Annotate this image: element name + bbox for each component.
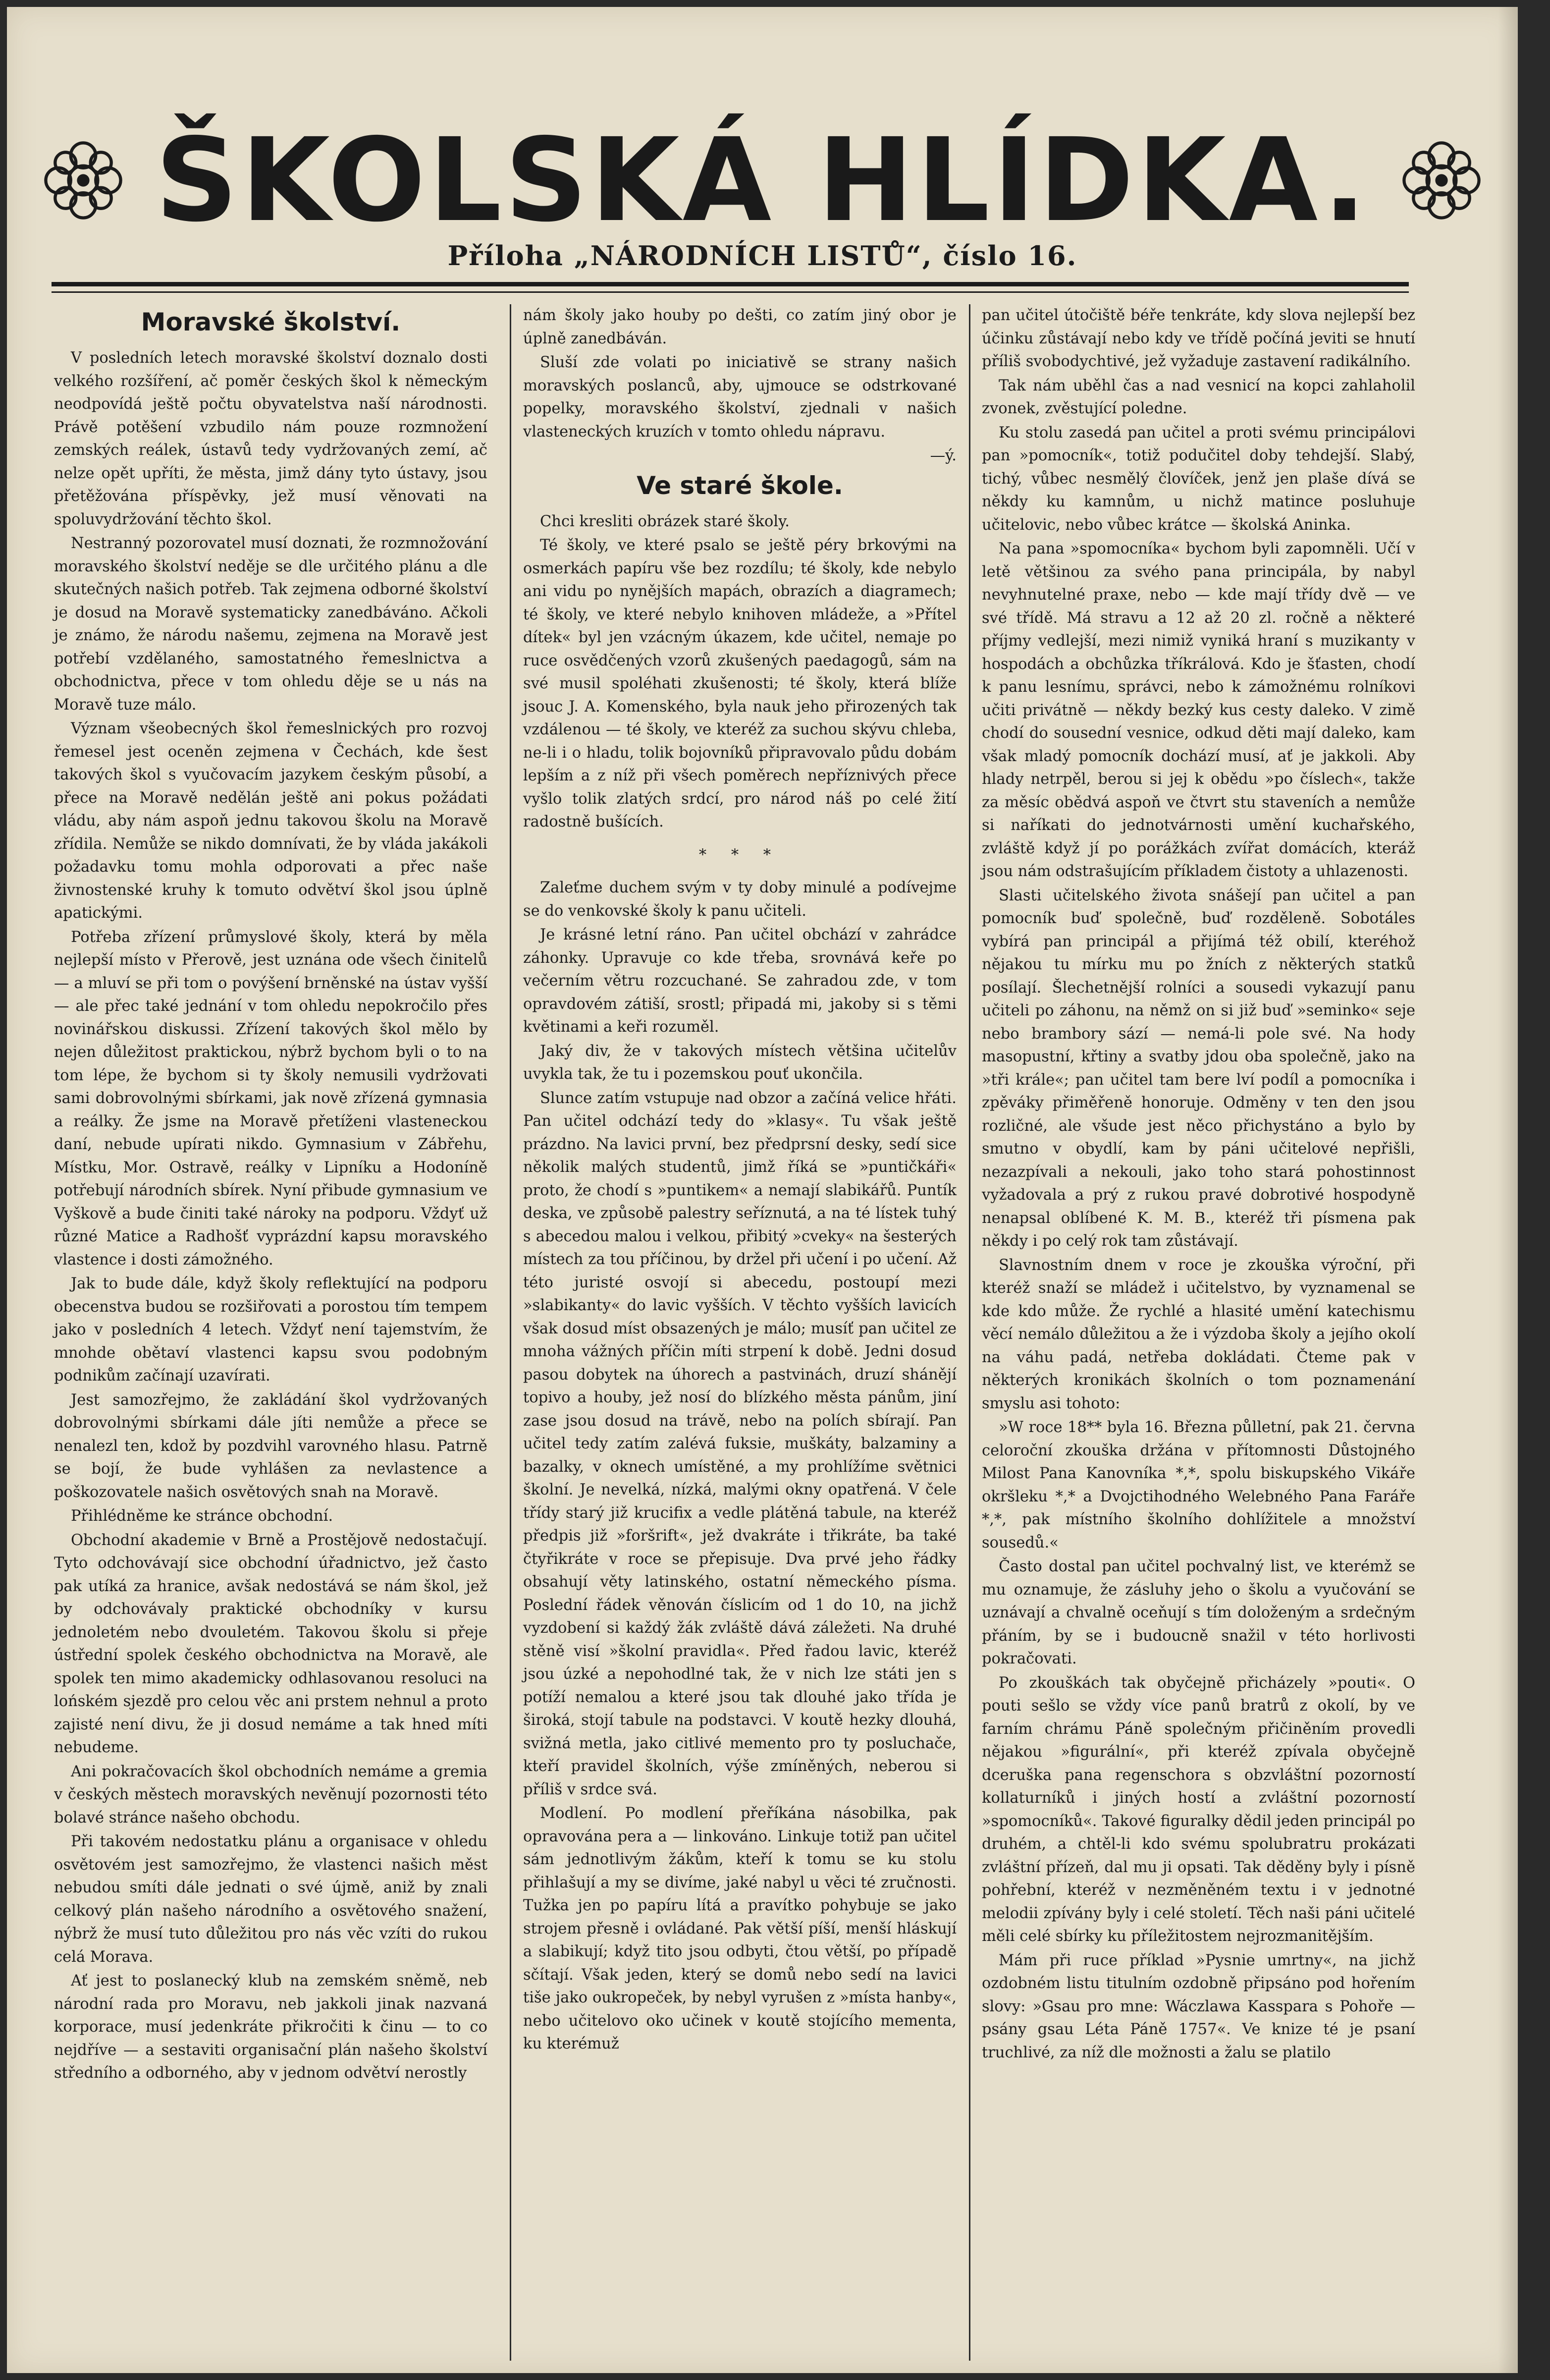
- paragraph: Ku stolu zasedá pan učitel a proti svému principálovi pan »pomocník«, totiž podučitel doby tehdejší. Slabý, tichý, vůbec nesmělý človíček, jenž jen plaše dívá se někdy ku kamnům, u nichž matince posluhuje učitelovic, nebo vůbec krátce — školská Aninka.: [982, 424, 1415, 534]
- heading-rule: [52, 282, 1409, 286]
- paragraph: Slasti učitelského života snášejí pan učitel a pan pomocník buď společně, buď rozděleně. Sobotáles vybírá pan principál a přijímá též obilí, kteréhož nějakou tu mírku mu po žních z některých statků posílají. Šlechetnější rolníci a sousedi vykazují panu učiteli po záhonu, na němž on si již buď »seminko« seje nebo brambory sází — nemá-li pole své. Na hody masopustní, křtiny a svatby jdou oba společně, jako na »tři krále«; pan učitel tam bere lví podíl a pomocníka i zpěváky přiměřeně honoruje. Odměny v ten den jsou rozličné, ale všude jest něco přichystáno a bylo by smutno v obydlí, kam by páni učitelové nepřišli, nezazpívali a nekouli, jako toho stará pohostinnost vyžadovala a prý z rukou pravé dobrotivé hospodyně nenapsal oblíbené K. M. B., kteréž tři písmena pak někdy i po celý rok tam zůstávají.: [982, 886, 1415, 1250]
- paragraph: Potřeba zřízení průmyslové školy, která by měla nejlepší místo v Přerově, jest uznána ode všech činitelů — a mluví se při tom o povýšení brněnské na ústav vyšší — ale přec také jednání v tom ohledu nepokročilo přes novinářskou diskussi. Zřízení takových škol mělo by nejen důležitost praktickou, nýbrž bychom byli o to na tom lépe, že bychom si ty školy nemusili vydržovati sami dobrovolnými sbírkami, jak nově zřízená gymnasia a reálky. Že jsme na Moravě přetíženi vlasteneckou daní, nebude upírati nikdo. Gymnasium v Zábřehu, Místku, Mor. Ostravě, reálky v Lipníku a Hodoníně potřebují národních sbírek. Nyní přibude gymnasium ve Vyškově a bude činiti také nároky na podporu. Vždyť už různé Matice a Radhošť vyprázdní kapsu moravského vlastence i dosti zámožného.: [54, 928, 487, 1269]
- paragraph: Modlení. Po modlení přeříkána násobilka, pak opravována pera a — linkováno. Linkuje totiž pan učitel sám jednotlivým žákům, kteří k tomu se ku stolu přihlašují a my se divíme, jaké nabyl u věci té zručnosti. Tužka jen po papíru lítá a pravítko pohybuje se jako strojem přesně i ovládané. Pak větší píší, menší hláskují a slabikují; když tito jsou odbyti, čtou větší, po případě sčítají. Však jeden, který se domů nebo sedí na lavici tiše jako oukropeček, by nebyl vyrušen z »místa hanby«, nebo učitelovo oko učinek v koutě stojícího mementa, ku kterémuž: [523, 1805, 957, 2052]
- paragraph: Jak to bude dále, když školy reflektující na podporu obecenstva budou se rozšiřovati a porostou tím tempem jako v posledních 4 letech. Vždyť není tajemstvím, že mnohde obětaví vlastenci kapsu svou podobným podnikům začínají uzavírati.: [54, 1275, 487, 1384]
- paragraph: Po zkouškách tak obyčejně přicházely »pouti«. O pouti sešlo se vždy více panů bratrů z okolí, by ve farním chrámu Páně společným přičiněním provedli nějakou »figurální«, při kteréž zpívala obyčejně dceruška pana regenschora s obzvláštní pozorností kollaturníků i jiných hostí a zvláštní pozorností »spomocníků«. Takové figuralky dědil jeden principál po druhém, a chtěl-li kdo svému spolubratru prokázati zvláštní přízeň, dal mu ji opsati. Tak děděny byly i písně pohřební, kteréž v nezměněném textu i v jednotné melodii zpívány byly i celé století. Těch naši páni učitelé měli celé sbírky ku příležitostem nejrozmanitějším.: [982, 1674, 1415, 1945]
- paragraph: Ani pokračovacích škol obchodních nemáme a gremia v českých městech moravských nevěnují pozornosti této bolavé stránce našeho obchodu.: [54, 1763, 487, 1827]
- paragraph: Přihlédněme ke stránce obchodní.: [71, 1507, 333, 1525]
- paragraph: Slunce zatím vstupuje nad obzor a začíná velice hřáti. Pan učitel odchází tedy do »klasy«. Tu však ještě prázdno. Na lavici první, bez předprsní desky, sedí sice několik malých studentů, jimž říká se »puntičkáři« proto, že chodí s »puntikem« a nemají slabikářů. Puntík deska, ve způsobě palestry seříznutá, a na té lístek tuhý s abecedou malou i velkou, přibitý »cveky« na šesterých místech za tou příčinou, by držel při učení i po učení. Až této juristé osvojí si abecedu, postoupí mezi »slabikanty« do lavic vyšších. V těchto vyšších lavicích však dosud míst obsazených je málo; musíť pan učitel ze mnoha vážných příčin míti strpení k době. Jedni dosud pasou dobytek na úhorech a pastvinách, druzí shánějí topivo a houby, jež nosí do blízkého města pánům, jiní zase jsou dosud na trávě, nebo na polích sbírají. Pan učitel tedy zatím zalévá fuksie, muškáty, balzaminy a bazalky, v oknech umístěné, a my prohlížíme světnici školní. Je nevelká, nízká, malými okny opatřená. V čele třídy starý již krucifix a vedle plátěná tabule, na kteréž předpis již »foršrift«, jež dvakráte i třikráte, ba také čtyřikráte v roce se přepisuje. Dva prvé jeho řádky obsahují věty latinského, ostatní německého písma. Poslední řádek věnován číslicím od 1 do 10, na jichž vyzdobení si každý žák zvláště dává záležeti. Na druhé stěně visí »školní pravidla«. Před řadou lavic, kteréž jsou úzké a nepohodlné tak, že v nich lze státi jen s potíží nemalou a které jsou tak dlouhé jako třída je široká, stojí tabule na podstavci. V koutě hezky dlouhá, svižná metla, jako citlivé memento pro ty posluchače, kteří pravidel školních, výše zmíněných, neberou si příliš v srdce svá.: [523, 1089, 957, 1798]
- paragraph: »W roce 18** byla 16. Března půlletní, pak 21. června celoroční zkouška držána v přítomnosti Důstojného Milost Pana Kanovníka *,*, spolu biskupského Vikáře okršleku *,* a Dvojctihodného Welebného Pana Faráře *,*, pak místního školního dohlížitele a množství sousedů.«: [982, 1419, 1415, 1551]
- paragraph: Často dostal pan učitel pochvalný list, ve kterémž se mu oznamuje, že zásluhy jeho o školu a vyučování se uznávají a chvalně oceňují s tím doloženým a srdečným přáním, by se i budoucně snažil v této horlivosti pokračovati.: [982, 1558, 1415, 1667]
- paragraph: Slavnostním dnem v roce je zkouška výroční, při kteréž snaží se mládež i učitelstvo, by vyznamenal se kde kdo může. Že rychlé a hlasité umění katechismu věcí nemálo důležitou a že i výzdoba školy a jejího okolí na váhu padá, netřeba dokládati. Čteme pak v některých kronikách školních o tom poznamenání smyslu asi tohoto:: [982, 1256, 1415, 1412]
- paragraph: Jest samozřejmo, že zakládání škol vydržovaných dobrovolnými sbírkami dále jíti nemůže a přece se nenalezl ten, kdož by pozdvihl varovného hlasu. Patrně se bojí, že bude vyhlášen za nevlastence a poškozovatele našich osvětových snah na Moravě.: [54, 1391, 487, 1501]
- masthead: [7, 113, 1518, 247]
- paragraph: Nestranný pozorovatel musí doznati, že rozmnožování moravského školství neděje se dle určitého plánu a dle skutečných našich potřeb. Tak zejmena odborné školství je dosud na Moravě systematicky zanedbáváno. Ačkoli je známo, že národu našemu, zejmena na Moravě jest potřebí vzdělaného, samostatného řemeslnictva a obchodnictva, přece v tom ohledu děje se u nás na Moravě tuze málo.: [54, 535, 487, 714]
- paragraph: Tak nám uběhl čas a nad vesnicí na kopci zahlaholil zvonek, zvěstující poledne.: [982, 377, 1415, 417]
- paragraph: Sluší zde volati po iniciativě se strany našich moravských poslanců, aby, ujmouce se odstrkované popelky, moravského školství, zjednali v našich vlasteneckých kruzích v tomto ohledu nápravu.: [523, 354, 957, 441]
- paragraph: pan učitel útočiště béře tenkráte, kdy slova nejlepší bez účinku zůstávají nebo kdy ve třídě počíná jeviti se hnutí příliš svobodychtivé, jež vyžaduje zastavení radikálního.: [982, 307, 1415, 370]
- paragraph: Ať jest to poslanecký klub na zemském sněmě, neb národní rada pro Moravu, neb jakkoli jinak nazvaná korporace, musí jedenkráte přikročiti k činu — to co nejdříve — a sestaviti organisační plán našeho školství středního a odborného, aby v jednom odvětví nerostly: [54, 1972, 487, 2082]
- newspaper-title: ŠKOLSKÁ HLÍDKA.: [155, 113, 1370, 247]
- column-1: [54, 304, 487, 2086]
- column-divider: [969, 304, 970, 2361]
- section-separator: * * *: [698, 846, 781, 864]
- paragraph: Jaký div, že v takových místech většina učitelův uvykla tak, že tu i pozemskou pouť ukončila.: [523, 1042, 957, 1083]
- newspaper-subtitle: Příloha „NÁRODNÍCH LISTŮ“, číslo 16.: [447, 240, 1077, 272]
- column-3: [982, 304, 1415, 2065]
- paragraph: Zaleťme duchem svým v ty doby minulé a podívejme se do venkovské školy k panu učiteli.: [523, 879, 957, 920]
- heading-rule: [52, 291, 1409, 293]
- paragraph: nám školy jako houby po dešti, co zatím jiný obor je úplně zanedbáván.: [523, 307, 957, 347]
- page-edge-shadow: [1498, 7, 1518, 2373]
- paragraph: Chci kresliti obrázek staré školy.: [540, 512, 790, 530]
- article-heading: Moravské školství.: [141, 308, 401, 336]
- paragraph: V posledních letech moravské školství doznalo dosti velkého rozšíření, ač poměr českých škol k německým neodpovídá ještě počtu obyvatelstva naší národnosti. Právě potěšení vzbudilo nám pouze rozmnožení zemských reálek, ústavů tedy vydržovaných zemí, ač nelze opět upříti, že města, jimž dány tyto ústavy, jsou přetěžována příspěvky, jež musí věnovati na spoluvydržování těchto škol.: [54, 349, 487, 528]
- rosette-ornament-icon: [31, 128, 135, 232]
- paragraph: Obchodní akademie v Brně a Prostějově nedostačují. Tyto odchovávají sice obchodní úřadnictvo, jež často pak utíká za hranice, avšak nedostává se nám škol, jež by odchovávaly praktické obchodníky v kursu jednoletém nebo dvouletém. Takovou školu si přeje ústřední spolek českého obchodnictva na Moravě, ale spolek ten mimo akademicky odhlasovanou resoluci na lońském sjezdě pro celou věc ani prstem nehnul a proto zajisté není divu, že ji dosud nemáme a tak hned míti nebudeme.: [54, 1531, 487, 1756]
- column-divider: [510, 304, 511, 2361]
- paragraph: Na pana »spomocníka« bychom byli zapomněli. Učí v letě většinou za svého pana principála, by nabyl nevyhnutelné praxe, nebo — kde mají třídy dvě — ve své třídě. Má stravu a 12 až 20 zl. ročně a některé příjmy vedlejší, mezi nimiž vyniká hraní s muzikanty v hospodách a obchůzka tříkrálová. Kdo je šťasten, chodí k panu lesnímu, správci, nebo k zámožnému rolníkovi učiti privátně — někdy bezký kus cesty daleko. V zimě chodí do sousední vesnice, odkud děti mají daleko, kam však mladý pomocník dochází musí, ať je jakkoli. Aby hlady netrpěl, berou si jej k obědu »po číslech«, takže za měsíc obědvá aspoň ve čtvrt stu staveních a nemůže si naříkati do jednotvárnosti umění kuchařského, zvláště když jí po porážkách zvířat domácích, kteráž jsou nám odstrašujícím příkladem čistoty a uhlazenosti.: [982, 540, 1415, 880]
- article-heading: Ve staré škole.: [637, 471, 843, 500]
- paragraph: Mám při ruce příklad »Pysnie umrtny«, na jichž ozdobném listu titulním ozdobně připsáno pod hořením slovy: »Gsau pro mne: Wáczlawa Kasspara s Pohoře — psány gsau Léta Páně 1757«. Ve knize té je psaní truchlivé, za níž dle možnosti a žalu se platilo: [982, 1951, 1415, 2061]
- paragraph: Při takovém nedostatku plánu a organisace v ohledu osvětovém jest samozřejmo, že vlastenci našich měst nebudou smíti dále jednati o své újmě, aniž by znali celkový plán našeho národního a osvětového snažení, nýbrž že musí tuto důležitou pro nás věc vzíti do rukou celá Morava.: [54, 1833, 487, 1966]
- newspaper-page: [7, 7, 1518, 2373]
- paragraph: Té školy, ve které psalo se ještě péry brkovými na osmerkách papíru vše bez rozdílu; té školy, kde nebylo ani vidu po nynějších mapách, obrazích a diagramech; té školy, ve které nebylo knihoven mládeže, a »Přítel dítek« byl jen vzácným úkazem, kde učitel, nemaje po ruce osvědčených vzorů zkušených paedagogů, sám na své musil spoléhati zkušenosti; té školy, která blíže jsouc J. A. Komenského, byla nauk jeho přirozených tak vzdálenou — té školy, ve kteréž za suchou skývu chleba, ne-li i o hladu, tolik bojovníků připravovalo půdu dobám lepším a z níž při všech poměrech nepříznivých přece vyšlo tolik zlatých srdcí, pro národ náš po celé žití radostně bušících.: [523, 537, 957, 830]
- paragraph: Význam všeobecných škol řemeslnických pro rozvoj řemesel jest oceněn zejmena v Čechách, kde šest takových škol s vyučovacím jazykem českým působí, a přece na Moravě nedělán ještě ani pokus požádati vládu, aby nám aspoň jednu takovou školu na Moravě zřídila. Nemůže se nikdo domnívati, že by vláda jakákoli požadavku tomu mohla odporovati a přec naše živnostenské kruhy k tomuto odvětví škol jsou úplně apatickými.: [54, 720, 487, 922]
- column-2: [523, 304, 957, 2057]
- rosette-ornament-icon: [1390, 128, 1494, 232]
- article-signature: —ý.: [930, 447, 957, 464]
- paragraph: Je krásné letní ráno. Pan učitel obchází v zahrádce záhonky. Upravuje co kde třeba, srovnává keře po večerním větru rozcuchané. Se zahradou zde, v tom opravdovém zátiší, srostl; připadá mi, jakoby si s těmi květinami a keři rozuměl.: [523, 926, 957, 1036]
